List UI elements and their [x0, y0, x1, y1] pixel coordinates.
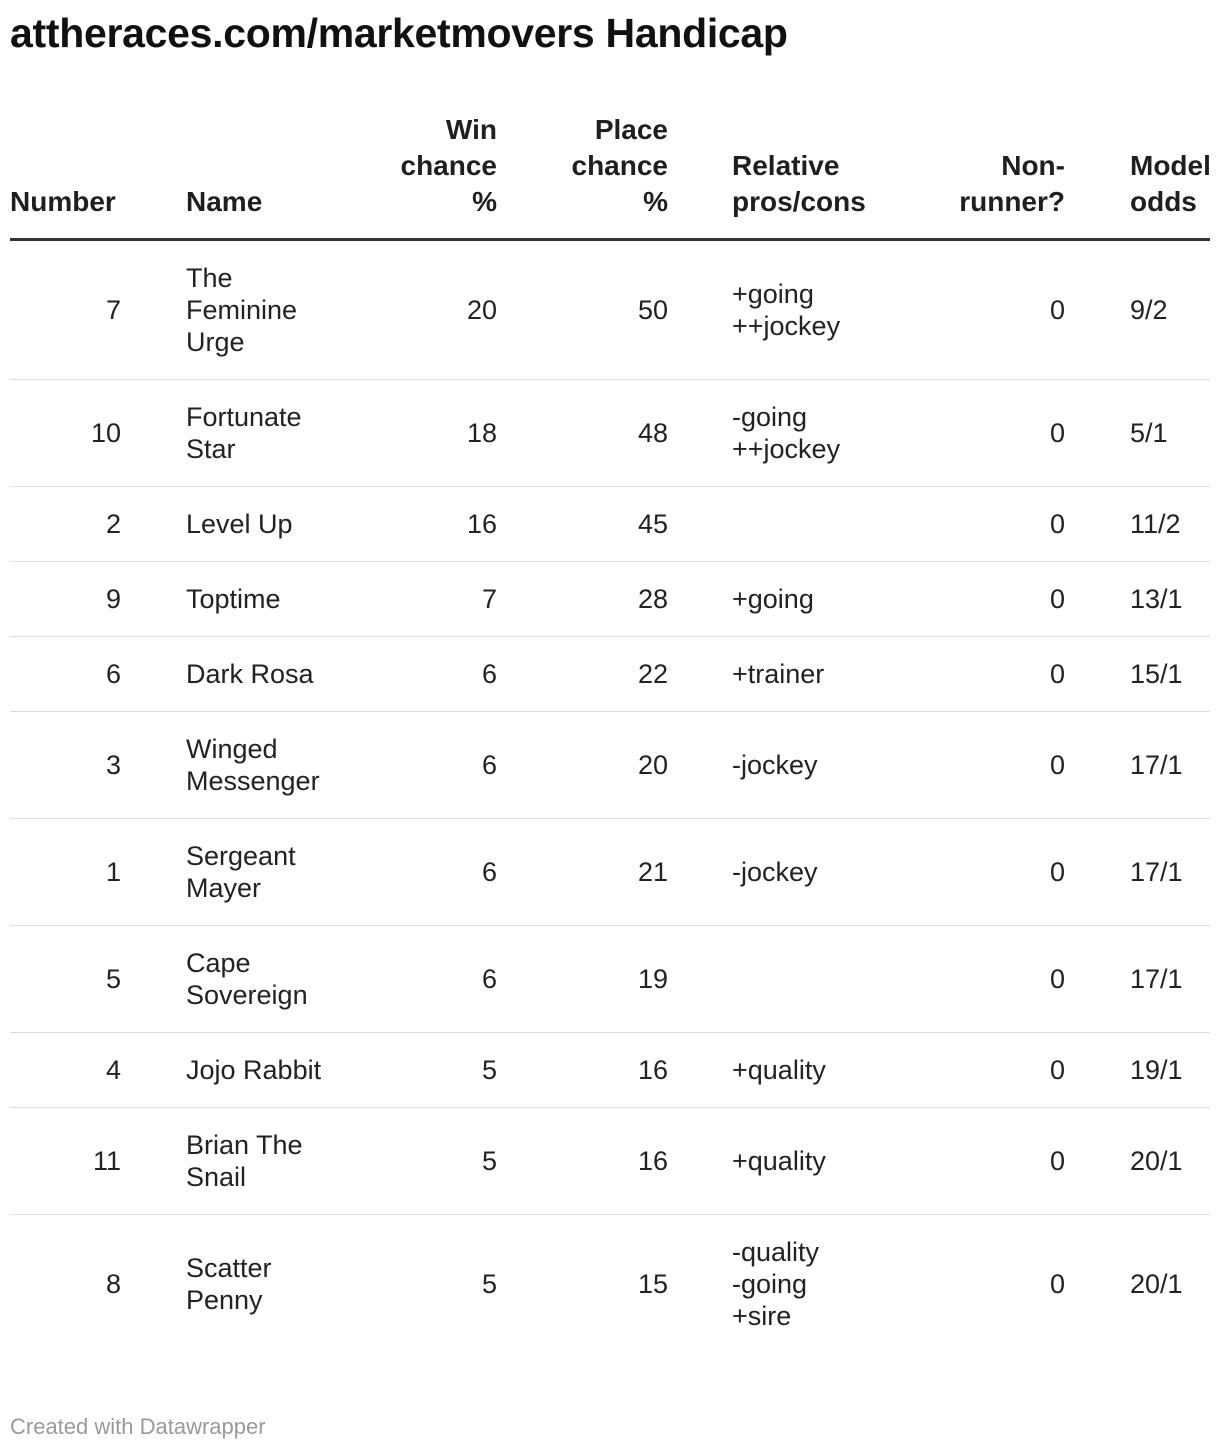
- header-place-chance-label: Place chance %: [571, 114, 668, 217]
- footer-credit: Created with Datawrapper: [10, 1414, 266, 1439]
- cell-name: Level Up: [186, 487, 331, 562]
- cell-number: 5: [10, 926, 121, 1033]
- header-pros-cons[interactable]: [732, 112, 882, 240]
- cell-model-odds: 17/1: [1130, 926, 1210, 1033]
- header-model-odds[interactable]: [1130, 112, 1210, 240]
- cell-non-runner: 0: [942, 487, 1065, 562]
- cell-model-odds: 17/1: [1130, 819, 1210, 926]
- cell-model-odds: 19/1: [1130, 1033, 1210, 1108]
- cell-place-chance: 22: [557, 637, 668, 712]
- cell-number: 4: [10, 1033, 121, 1108]
- cell-name: Scatter Penny: [186, 1253, 272, 1315]
- cell-name: Sergeant Mayer: [186, 819, 331, 926]
- cell-model-odds: 17/1: [1130, 712, 1210, 819]
- header-pros-cons-label: Relative pros/cons: [732, 150, 866, 217]
- header-non-runner-label: Non- runner?: [959, 150, 1065, 217]
- table-body: [10, 240, 1210, 1354]
- cell-name: The Feminine Urge: [186, 240, 331, 380]
- table-row: [10, 240, 1210, 380]
- cell-win-chance: 18: [386, 380, 497, 487]
- cell-model-odds: 20/1: [1130, 1269, 1183, 1299]
- cell-pros-cons: +going: [732, 562, 882, 637]
- table-row: [10, 712, 1210, 819]
- cell-model-odds: 13/1: [1130, 562, 1210, 637]
- cell-pros-cons: [732, 487, 882, 562]
- cell-place-chance: 19: [557, 926, 668, 1033]
- cell-model-odds: 5/1: [1130, 380, 1210, 487]
- cell-number: 3: [10, 712, 121, 819]
- cell-number: 2: [10, 487, 121, 562]
- header-win-chance[interactable]: [386, 112, 497, 240]
- cell-place-chance: 16: [557, 1108, 668, 1215]
- table-row: [10, 380, 1210, 487]
- header-place-chance[interactable]: [557, 112, 668, 240]
- cell-number: 8: [105, 1269, 121, 1299]
- table-row: [10, 562, 1210, 637]
- cell-non-runner: 0: [1049, 1269, 1065, 1299]
- header-non-runner[interactable]: [942, 112, 1065, 240]
- cell-number: 7: [10, 240, 121, 380]
- cell-place-chance: 21: [557, 819, 668, 926]
- table-row: [10, 819, 1210, 926]
- cell-win-chance: 6: [386, 819, 497, 926]
- cell-number: 6: [10, 637, 121, 712]
- cell-non-runner: 0: [942, 562, 1065, 637]
- cell-non-runner: 0: [942, 926, 1065, 1033]
- cell-name: Fortunate Star: [186, 380, 331, 487]
- cell-non-runner: 0: [942, 380, 1065, 487]
- cell-pros-cons: +quality: [732, 1033, 882, 1108]
- table-row: [10, 637, 1210, 712]
- cell-name: Jojo Rabbit: [186, 1033, 331, 1108]
- cell-pros-cons: +quality: [732, 1108, 882, 1215]
- table-row: [10, 487, 1210, 562]
- cell-model-odds: 11/2: [1130, 487, 1210, 562]
- cell-model-odds: 15/1: [1130, 637, 1210, 712]
- cell-model-odds: 9/2: [1130, 240, 1210, 380]
- cell-place-chance: 45: [557, 487, 668, 562]
- cell-pros-cons: -going ++jockey: [732, 380, 882, 487]
- cell-win-chance: 20: [386, 240, 497, 380]
- cell-number: 9: [10, 562, 121, 637]
- cell-pros-cons: [732, 926, 882, 1033]
- cell-non-runner: 0: [942, 1033, 1065, 1108]
- table-row: [10, 1033, 1210, 1108]
- cell-win-chance: 16: [386, 487, 497, 562]
- table-row: [10, 1215, 1210, 1354]
- cell-pros-cons: -jockey: [732, 819, 882, 926]
- cell-non-runner: 0: [942, 819, 1065, 926]
- cell-place-chance: 48: [557, 380, 668, 487]
- cell-pros-cons: -jockey: [732, 712, 882, 819]
- cell-pros-cons: +trainer: [732, 637, 882, 712]
- header-number[interactable]: Number: [10, 112, 121, 240]
- cell-number: 10: [10, 380, 121, 487]
- cell-win-chance: 5: [386, 1033, 497, 1108]
- cell-non-runner: 0: [942, 240, 1065, 380]
- cell-pros-cons: -quality -going +sire: [732, 1237, 820, 1331]
- cell-place-chance: 28: [557, 562, 668, 637]
- cell-win-chance: 5: [481, 1269, 497, 1299]
- table-row: [10, 1108, 1210, 1215]
- cell-number: 1: [10, 819, 121, 926]
- header-win-chance-label: Win chance %: [400, 114, 497, 217]
- cell-pros-cons: +going ++jockey: [732, 240, 882, 380]
- header-row: [10, 112, 1210, 240]
- cell-non-runner: 0: [942, 712, 1065, 819]
- cell-name: Toptime: [186, 562, 331, 637]
- cell-model-odds: 20/1: [1130, 1108, 1210, 1215]
- cell-place-chance: 15: [637, 1269, 668, 1299]
- cell-place-chance: 50: [557, 240, 668, 380]
- cell-name: Cape Sovereign: [186, 926, 331, 1033]
- cell-win-chance: 6: [386, 637, 497, 712]
- cell-name: Winged Messenger: [186, 712, 331, 819]
- header-name[interactable]: Name: [186, 112, 331, 240]
- page-title: attheraces.com/marketmovers Handicap: [10, 10, 788, 56]
- table-row: [10, 926, 1210, 1033]
- cell-non-runner: 0: [942, 637, 1065, 712]
- cell-place-chance: 20: [557, 712, 668, 819]
- cell-place-chance: 16: [557, 1033, 668, 1108]
- cell-number: 11: [10, 1108, 121, 1215]
- data-table: [10, 112, 1210, 1353]
- cell-name: Brian The Snail: [186, 1108, 331, 1215]
- cell-win-chance: 6: [386, 712, 497, 819]
- cell-name: Dark Rosa: [186, 637, 331, 712]
- header-model-odds-label: Model odds: [1130, 150, 1211, 217]
- cell-win-chance: 7: [386, 562, 497, 637]
- cell-win-chance: 6: [386, 926, 497, 1033]
- cell-win-chance: 5: [386, 1108, 497, 1215]
- cell-non-runner: 0: [942, 1108, 1065, 1215]
